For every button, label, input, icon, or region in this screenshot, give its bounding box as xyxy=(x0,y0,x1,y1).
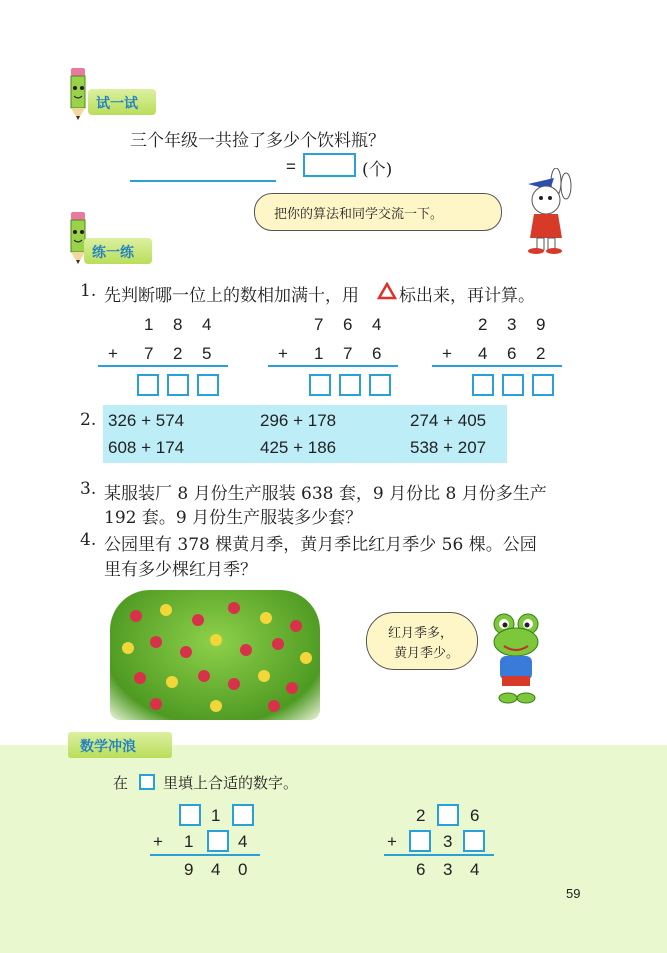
plus-sign: + xyxy=(442,344,452,363)
digit: 8 xyxy=(173,315,183,334)
digit: 6 xyxy=(507,344,517,363)
digit: 4 xyxy=(372,315,382,334)
digit: 2 xyxy=(416,806,426,825)
plus-sign: + xyxy=(153,832,163,851)
answer-unit: (个) xyxy=(362,160,393,180)
answer-digit-box[interactable] xyxy=(197,374,219,396)
math-wave-instruction-before: 在 xyxy=(113,774,129,792)
sum-line xyxy=(384,854,494,856)
digit: 5 xyxy=(202,344,212,363)
answer-digit-box[interactable] xyxy=(502,374,524,396)
rabbit-mascot-icon xyxy=(510,168,580,254)
equals-sign: = xyxy=(286,157,296,176)
q2-number: 2. xyxy=(80,410,97,430)
answer-digit-box[interactable] xyxy=(339,374,361,396)
plus-sign: + xyxy=(108,344,118,363)
q1-number: 1. xyxy=(80,281,97,301)
puzzle-box[interactable] xyxy=(463,830,485,852)
expression: 326 + 574 xyxy=(108,411,185,430)
digit: 0 xyxy=(238,860,248,879)
expression: 274 + 405 xyxy=(410,411,487,430)
try-section-title: 试一试 xyxy=(96,96,138,112)
expression: 425 + 186 xyxy=(260,438,337,457)
digit: 4 xyxy=(470,860,480,879)
digit: 2 xyxy=(536,344,546,363)
answer-box[interactable] xyxy=(303,153,356,177)
digit: 3 xyxy=(443,860,453,879)
expression: 296 + 178 xyxy=(260,411,337,430)
answer-digit-box[interactable] xyxy=(369,374,391,396)
q3-line1: 某服装厂 8 月份生产服装 638 套，9 月份比 8 月份多生产 xyxy=(104,484,547,504)
math-wave-tag xyxy=(68,732,172,758)
digit: 2 xyxy=(478,315,488,334)
puzzle-box[interactable] xyxy=(437,804,459,826)
digit: 4 xyxy=(478,344,488,363)
digit: 1 xyxy=(184,832,194,851)
q3-line2: 192 套。9 月份生产服装多少套？ xyxy=(104,508,363,528)
frog-mascot-icon xyxy=(486,610,550,706)
answer-digit-box[interactable] xyxy=(167,374,189,396)
digit: 7 xyxy=(314,315,324,334)
digit: 6 xyxy=(343,315,353,334)
answer-digit-box[interactable] xyxy=(472,374,494,396)
frog-speech-line1: 红月季多， xyxy=(388,626,454,641)
digit: 3 xyxy=(507,315,517,334)
rose-bush-illustration xyxy=(110,590,320,720)
puzzle-box[interactable] xyxy=(207,830,229,852)
q1-text-before: 先判断哪一位上的数相加满十，用 xyxy=(104,286,359,306)
instruction-box-icon xyxy=(139,774,155,790)
plus-sign: + xyxy=(387,832,397,851)
try-section-tag xyxy=(88,89,156,115)
frog-speech-line2: 黄月季少。 xyxy=(394,646,460,661)
page-number: 59 xyxy=(566,886,581,901)
sum-line xyxy=(268,365,398,367)
digit: 1 xyxy=(144,315,154,334)
expression: 538 + 207 xyxy=(410,438,487,457)
digit: 2 xyxy=(173,344,183,363)
puzzle-box[interactable] xyxy=(232,804,254,826)
answer-line xyxy=(130,180,276,182)
digit: 6 xyxy=(372,344,382,363)
digit: 9 xyxy=(184,860,194,879)
sum-line xyxy=(98,365,228,367)
math-wave-instruction-after: 里填上合适的数字。 xyxy=(163,774,299,792)
digit: 6 xyxy=(416,860,426,879)
q4-line1: 公园里有 378 棵黄月季，黄月季比红月季少 56 棵。公园 xyxy=(104,535,537,555)
frog-speech-bubble xyxy=(366,612,478,670)
q4-line2: 里有多少棵红月季？ xyxy=(104,560,257,580)
digit: 7 xyxy=(144,344,154,363)
answer-digit-box[interactable] xyxy=(309,374,331,396)
q4-number: 4. xyxy=(80,530,97,550)
sum-line xyxy=(432,365,562,367)
math-wave-background xyxy=(0,745,667,953)
expression: 608 + 174 xyxy=(108,438,185,457)
digit: 7 xyxy=(343,344,353,363)
practice-section-title: 练一练 xyxy=(92,245,134,261)
practice-section-tag xyxy=(84,238,152,264)
digit: 1 xyxy=(314,344,324,363)
digit: 4 xyxy=(202,315,212,334)
puzzle-box[interactable] xyxy=(179,804,201,826)
digit: 1 xyxy=(211,806,221,825)
speech-bubble-text: 把你的算法和同学交流一下。 xyxy=(274,207,444,222)
sum-line xyxy=(150,854,260,856)
try-question: 三个年级一共捡了多少个饮料瓶？ xyxy=(130,131,385,151)
digit: 6 xyxy=(470,806,480,825)
plus-sign: + xyxy=(278,344,288,363)
digit: 4 xyxy=(238,832,248,851)
q3-number: 3. xyxy=(80,479,97,499)
answer-digit-box[interactable] xyxy=(137,374,159,396)
triangle-icon xyxy=(377,282,397,304)
puzzle-box[interactable] xyxy=(409,830,431,852)
digit: 9 xyxy=(536,315,546,334)
math-wave-title: 数学冲浪 xyxy=(80,739,136,755)
digit: 3 xyxy=(443,832,453,851)
q1-text-after: 标出来，再计算。 xyxy=(399,286,535,306)
digit: 4 xyxy=(211,860,221,879)
answer-digit-box[interactable] xyxy=(532,374,554,396)
